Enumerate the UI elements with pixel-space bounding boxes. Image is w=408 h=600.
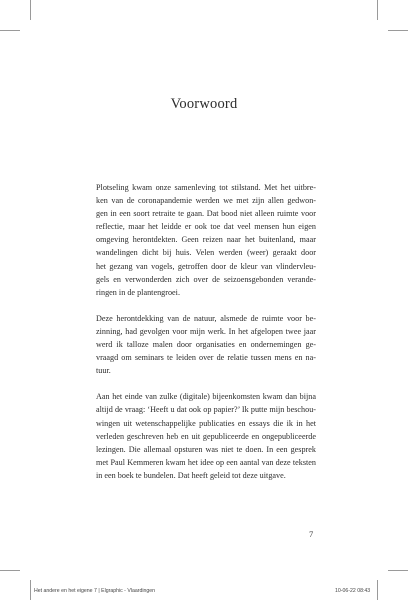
text-line: wingen uit wetenschappelijke publicaties en essays die ik in het [96, 418, 316, 428]
text-line: gels en verwonderden zich over de seizoensgebonden verande- [96, 274, 316, 284]
text-line: ken van de coronapandemie werden we met zijn allen gedwon- [96, 196, 316, 206]
text-line: zinning, had gevolgen voor mijn werk. In het afgelopen twee jaar [96, 326, 316, 336]
crop-mark-bottom-right-horizontal [388, 570, 408, 571]
printer-slug-left: Het andere en het eigene 7 | Elgraphic - Vlaardingen [34, 588, 156, 594]
paragraph-3 [96, 390, 316, 482]
text-line: reflectie, maar het leidde er ook toe dat veel mensen hun eigen [96, 222, 316, 232]
text-line: werd ik talloze malen door organisaties en ondernemingen ge- [96, 340, 316, 350]
paragraph-1 [96, 181, 316, 299]
text-line: Deze herontdekking van de natuur, alsmede de ruimte voor be- [96, 313, 316, 323]
text-line: verleden geschreven heb en uit gepubliceerde en ongepubliceerde [96, 431, 316, 441]
crop-mark-bottom-left-vertical [30, 580, 31, 600]
page-number: 7 [309, 529, 314, 539]
text-line: tuur. [96, 366, 111, 376]
text-line: vraagd om seminars te leiden over de relatie tussen mens en na- [96, 353, 316, 363]
text-line: het gezang van vogels, getroffen door de kleur van vlindervleu- [96, 261, 316, 271]
text-line: Aan het einde van zulke (digitale) bijeenkomsten kwam dan bijna [96, 392, 316, 402]
body-text [96, 181, 316, 495]
printer-slug-right: 10-06-22 08:43 [335, 588, 371, 594]
crop-mark-top-right-vertical [377, 0, 378, 20]
text-line: met Paul Kemmeren kwam het idee op een aantal van deze teksten [96, 457, 316, 467]
crop-mark-bottom-right-vertical [377, 580, 378, 600]
crop-mark-top-left-horizontal [0, 30, 20, 31]
crop-mark-top-left-vertical [30, 0, 31, 20]
text-line: omgeving herontdekten. Geen reizen naar het buitenland, maar [96, 235, 316, 245]
text-line: wandelingen dicht bij huis. Velen werden (weer) geraakt door [96, 248, 316, 258]
crop-mark-top-right-horizontal [388, 30, 408, 31]
text-line: Plotseling kwam onze samenleving tot stilstand. Met het uitbre- [96, 183, 316, 192]
text-line: altijd de vraag: ‘Heeft u dat ook op papier?’ Ik putte mijn beschou- [96, 405, 316, 415]
page-title: Voorwoord [170, 96, 238, 112]
text-line: gen in een soort retraite te gaan. Dat bood niet alleen ruimte voor [96, 209, 316, 219]
text-line: in een boek te bundelen. Dat heeft geleid tot deze uitgave. [96, 470, 286, 480]
text-line: ringen in de plantengroei. [96, 287, 180, 297]
crop-mark-bottom-left-horizontal [0, 570, 20, 571]
paragraph-2 [96, 312, 316, 377]
text-line: lezingen. Die allemaal opsturen was niet te doen. In een gesprek [96, 444, 316, 454]
